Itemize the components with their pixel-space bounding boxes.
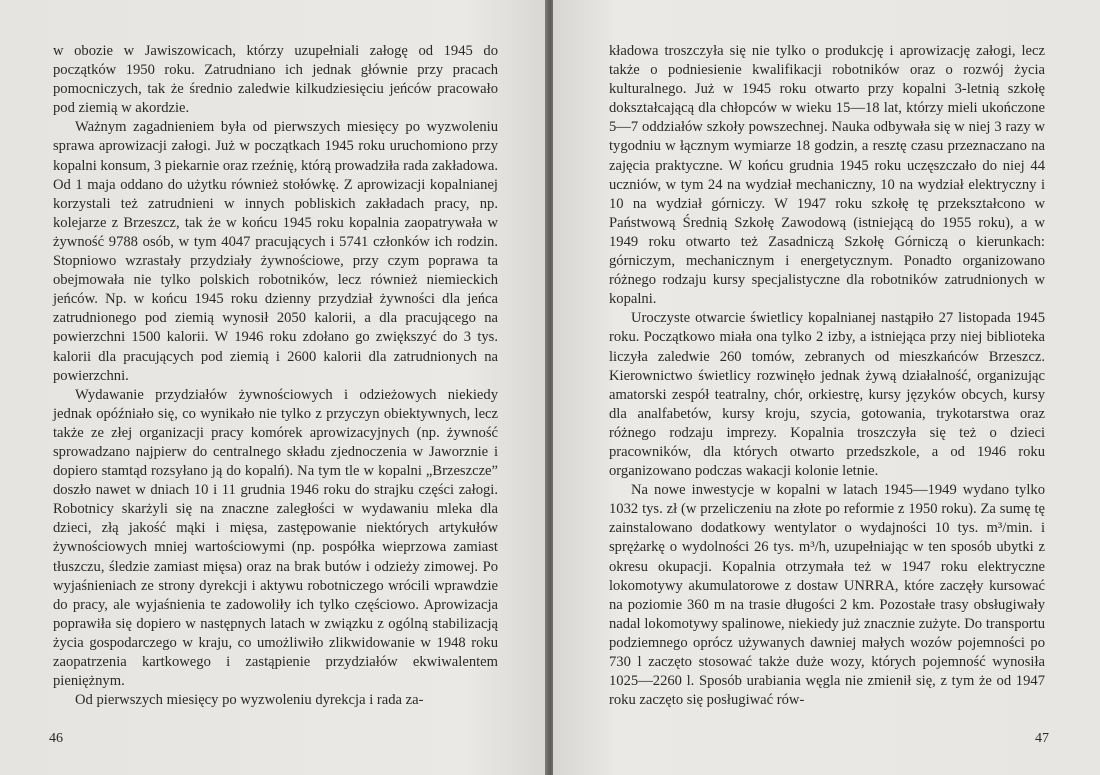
page-number: 47 bbox=[1035, 731, 1049, 746]
paragraph: Wydawanie przydziałów żywnościowych i odzieżowych niekiedy jednak opóźniało się, co wynikało nie tylko z przyczyn obiektywnych, lecz także ze złej organizacji pracy komórek aprowizacyjnych (np. żywność sprowadzano najpierw do centralnego składu zjednoczenia w Jaworznie i dopiero stamtąd rozsyłano ją do kopalń). Na tym tle w kopalni „Brzeszcze” doszło nawet w dniach 10 i 11 grudnia 1946 roku do strajku części załogi. Robotnicy skarżyli się na znaczne zaległości w wydawaniu mleka dla dzieci, złą jakość mąki i mięsa, zastępowanie niektórych artykułów żywnościowych mniej wartościowymi (np. pospółka wieprzowa zamiast tłuszczu, śledzie zamiast mięsa) oraz na brak butów i odzieży zimowej. Po wyjaśnieniach ze strony dyrekcji i aktywu robotniczego wrócili wprawdzie do pracy, ale wyjaśnienia te zadowoliły ich tylko częściowo. Aprowizacja poprawiła się dopiero w następnych latach w związku z ogólną stabilizacją życia gospodarczego w kraju, co umożliwiło zlikwidowanie w 1948 roku zaopatrzenia kartkowego i zastąpienie przydziałów ekwiwalentem pieniężnym. bbox=[53, 386, 498, 690]
right-page-text bbox=[609, 42, 1045, 710]
paragraph: kładowa troszczyła się nie tylko o produkcję i aprowizację załogi, lecz także o podniesienie kwalifikacji robotników oraz o rozwój życia kulturalnego. Już w 1945 roku otwarto przy kopalni 3-letnią szkołę dokształcającą dla chłopców w wieku 15—18 lat, którzy mieli ukończone 5—7 oddziałów szkoły powszechnej. Nauka odbywała się w niej 3 razy w tygodniu w łącznym wymiarze 18 godzin, a resztę czasu przeznaczano na zajęcia praktyczne. W końcu grudnia 1945 roku uczęszczało do niej 44 uczniów, w tym 24 na wydział mechaniczny, 10 na wydział elektryczny i 10 na wydział górniczy. W 1947 roku szkołę tę przekształcono w Państwową Średnią Szkołę Zawodową (istniejącą do 1955 roku), a w 1949 roku otwarto też Zasadniczą Szkołę Górniczą o kierunkach: górniczym, mechanicznym i energetycznym. Ponadto organizowano różnego rodzaju kursy specjalistyczne dla robotników zatrudnionych w kopalni. bbox=[609, 43, 1045, 308]
paragraph: w obozie w Jawiszowicach, którzy uzupełniali załogę od 1945 do początków 1950 roku. Zatrudniano ich jednak głównie przy pracach pomocniczych, tak że średnio zaledwie kilkudziesięciu jeńców pracowało pod ziemią w akordzie. bbox=[53, 43, 498, 117]
left-page-text bbox=[53, 42, 498, 710]
paragraph: Od pierwszych miesięcy po wyzwoleniu dyrekcja i rada za- bbox=[75, 692, 424, 709]
paragraph: Uroczyste otwarcie świetlicy kopalnianej nastąpiło 27 listopada 1945 roku. Początkowo miała ona tylko 2 izby, a istniejąca przy niej biblioteka liczyła zaledwie 260 tomów, zebranych od mieszkańców Brzeszcz. Kierownictwo świetlicy rozwinęło jednak żywą działalność, organizując amatorski zespół teatralny, chór, orkiestrę, kursy języków obcych, kursy dla analfabetów, kursy kroju, szycia, gotowania, trykotarstwa oraz różnego rodzaju imprezy. Kopalnia troszczyła się też o dzieci pracowników, dla których otwarto przedszkole, a od 1946 roku organizowano podczas wakacji kolonie letnie. bbox=[609, 310, 1045, 480]
page-number: 46 bbox=[49, 731, 63, 746]
left-page bbox=[0, 0, 547, 775]
paragraph: Ważnym zagadnieniem była od pierwszych miesięcy po wyzwoleniu sprawa aprowizacji załogi. Już w początkach 1945 roku uruchomiono przy kopalni konsum, 3 piekarnie oraz rzeźnię, którą prowadziła rada zakładowa. Od 1 maja oddano do użytku również stołówkę. Z aprowizacji kopalnianej korzystali też zatrudnieni w innych pobliskich zakładach pracy, np. kolejarze z Brzeszcz, tak że w końcu 1945 roku kopalnia zaopatrywała w żywność 9788 osób, w tym 4047 pracujących i 5741 członków ich rodzin. Stopniowo wzrastały przydziały żywnościowe, przy czym poprawa ta obejmowała nie tylko polskich robotników, lecz również niemieckich jeńców. Np. w końcu 1945 roku dzienny przydział żywności dla jeńca zatrudnionego pod ziemią wynosił 2050 kalorii, a dla pracującego na powierzchni 1500 kalorii. W 1946 roku zdołano go zwiększyć do 3 tys. kalorii dla pracujących pod ziemią i 2600 kalorii dla zatrudnionych na powierzchni. bbox=[53, 119, 498, 384]
paragraph: Na nowe inwestycje w kopalni w latach 1945—1949 wydano tylko 1032 tys. zł (w przeliczeniu na złote po reformie z 1950 roku). Za sumę tę zainstalowano dodatkowy wentylator o wydajności 10 tys. m³/min. i sprężarkę o wydolności 26 tys. m³/h, uzupełniając w ten sposób ubytki z okresu okupacji. Kopalnia otrzymała też w 1947 roku elektryczne lokomotywy akumulatorowe z dostaw UNRRA, które zaczęły kursować na poziomie 360 m na trasie długości 2 km. Pozostałe trasy obsługiwały nadal lokomotywy spalinowe, niekiedy już znacznie zużyte. Do transportu podziemnego oprócz używanych dawniej małych wozów pojemności po 730 l zaczęto stosować także duże wozy, których pojemność wynosiła 1025—2260 l. Sposób urabiania węgla nie zmienił się, z tym że od 1947 roku zaczęto się posługiwać rów- bbox=[609, 482, 1045, 709]
right-page bbox=[553, 0, 1100, 775]
